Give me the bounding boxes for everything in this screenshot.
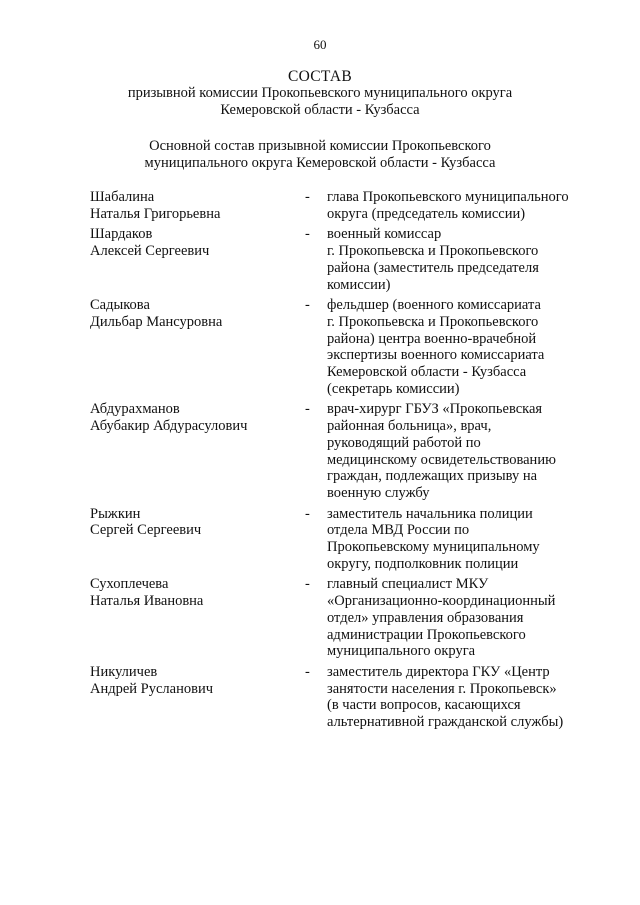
member-given-names: Андрей Русланович [90,680,214,697]
member-surname: Рыжкин [90,505,141,522]
member-role: глава Прокопьевского муниципального округа (председатель комиссии) [327,189,569,222]
member-name [90,506,305,539]
member-name [90,401,305,434]
document-title-line-2: призывной комиссии Прокопьевского муниципального округа [127,85,513,101]
section-heading [0,138,640,172]
member-entry [90,226,600,293]
document-title: СОСТАВ [287,68,353,85]
member-entry [90,189,600,222]
member-dash: - [305,401,310,418]
member-role: врач-хирург ГБУЗ «Прокопьевская районная больница», врач, руководящий работой по медицинскому освидетельствованию граждан, подлежащих призыву на военную службу [327,401,556,501]
member-dash: - [305,663,310,680]
member-given-names: Наталья Григорьевна [90,205,221,222]
member-entry [90,401,600,501]
member-surname: Шабалина [90,189,155,205]
member-entry [90,576,600,660]
member-role: фельдшер (военного комиссариата г. Прокопьевска и Прокопьевского района) центра военно-врачебной экспертизы военного комиссариата Кемеровской области - Кузбасса (секретарь комиссии) [327,297,545,397]
member-role: главный специалист МКУ «Организационно-координационный отдел» управления образования администрации Прокопьевского муниципального округа [327,576,556,660]
member-list [90,189,600,735]
member-dash: - [305,505,310,522]
document-title-line-3: Кемеровской области - Кузбасса [220,102,420,118]
member-surname: Садыкова [90,297,150,314]
member-name [90,189,305,222]
member-role: заместитель директора ГКУ «Центр занятости населения г. Прокопьевск» (в части вопросов, касающихся альтернативной гражданской службы) [327,663,564,731]
document-header [0,68,640,119]
member-entry [90,664,600,731]
member-dash: - [305,189,310,205]
member-role: военный комиссар г. Прокопьевска и Прокопьевского района (заместитель председателя комиссии) [327,226,539,293]
member-dash: - [305,297,310,314]
member-surname: Никуличев [90,663,158,680]
member-surname: Шардаков [90,226,153,243]
section-heading-line-2: муниципального округа Кемеровской области - Кузбасса [144,155,496,171]
member-name [90,576,305,609]
member-entry [90,297,600,397]
member-dash: - [305,226,310,243]
member-dash: - [305,576,310,593]
member-entry [90,506,600,573]
member-given-names: Дильбар Мансуровна [90,313,223,330]
page-number: 60 [313,37,327,52]
member-name [90,664,305,697]
member-given-names: Алексей Сергеевич [90,243,210,260]
member-name [90,297,305,330]
member-name [90,226,305,259]
member-given-names: Наталья Ивановна [90,593,204,610]
section-heading-line-1: Основной состав призывной комиссии Прокопьевского [149,138,491,154]
member-surname: Абдурахманов [90,401,180,418]
member-surname: Сухоплечева [90,576,169,593]
member-given-names: Абубакир Абдурасулович [90,418,248,435]
member-role: заместитель начальника полиции отдела МВД России по Прокопьевскому муниципальному округу, подполковник полиции [327,505,540,572]
member-given-names: Сергей Сергеевич [90,522,202,539]
